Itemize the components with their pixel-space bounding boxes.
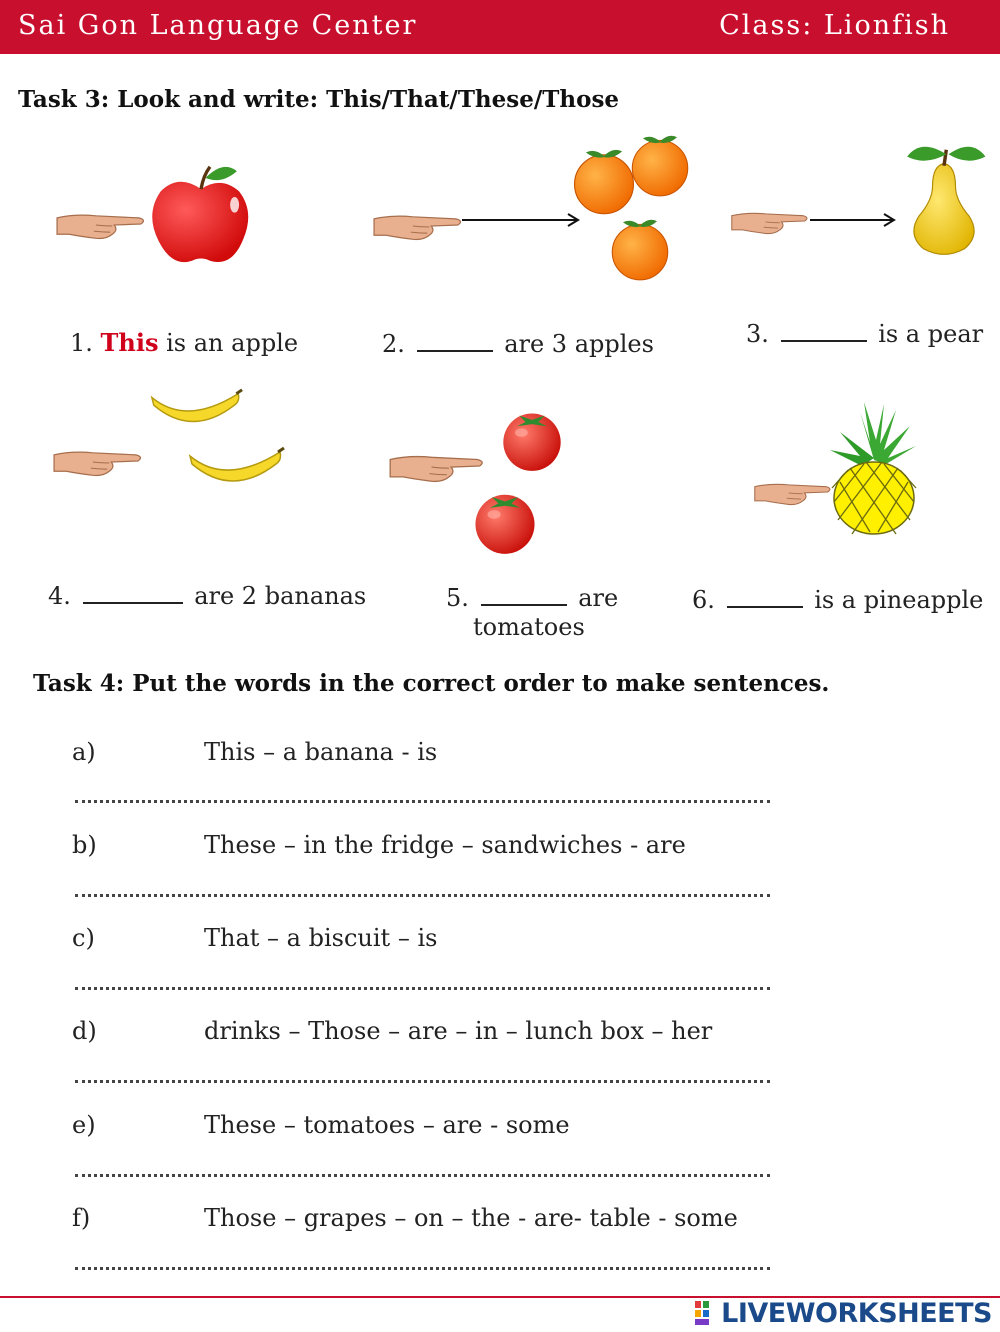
answer-this: This <box>100 328 159 357</box>
answer-blank[interactable] <box>727 584 803 608</box>
answer-line[interactable] <box>75 894 770 897</box>
header-bar <box>0 0 1000 54</box>
question-letter: c) <box>72 924 95 952</box>
banana-icon <box>148 386 244 432</box>
orange-icon <box>628 134 692 198</box>
answer-line[interactable] <box>75 987 770 990</box>
pointing-hand-icon <box>730 205 810 237</box>
pointing-hand-icon <box>55 205 147 243</box>
arrow-icon <box>462 210 582 230</box>
question-words: That – a biscuit – is <box>204 924 438 952</box>
answer-line[interactable] <box>75 1267 770 1270</box>
task3-item-6: 6. is a pineapple <box>692 586 984 614</box>
question-letter: e) <box>72 1111 96 1139</box>
question-words: drinks – Those – are – in – lunch box – her <box>204 1017 713 1045</box>
answer-line[interactable] <box>75 800 770 803</box>
answer-line[interactable] <box>75 1080 770 1083</box>
task3-item-5: 5. are <box>446 584 619 612</box>
question-words: This – a banana - is <box>204 738 438 766</box>
question-words: Those – grapes – on – the - are- table - some <box>204 1204 738 1232</box>
question-letter: b) <box>72 831 97 859</box>
pointing-hand-icon <box>52 442 144 480</box>
answer-blank[interactable] <box>417 328 493 352</box>
question-words: These – tomatoes – are - some <box>204 1111 570 1139</box>
question-letter: d) <box>72 1017 97 1045</box>
answer-blank[interactable] <box>481 582 567 606</box>
task3-item-3: 3. is a pear <box>746 320 984 348</box>
pointing-hand-icon <box>752 476 834 508</box>
answer-line[interactable] <box>75 1174 770 1177</box>
task3-item-2: 2. are 3 apples <box>382 330 654 358</box>
arrow-icon <box>808 210 898 230</box>
pear-icon <box>898 140 990 256</box>
tomato-icon <box>470 484 540 558</box>
pointing-hand-icon <box>372 206 464 244</box>
question-words: These – in the fridge – sandwiches - are <box>204 831 686 859</box>
class-label: Class: Lionfish <box>719 10 950 41</box>
banana-icon <box>186 442 286 494</box>
question-letter: f) <box>72 1204 91 1232</box>
answer-blank[interactable] <box>83 580 183 604</box>
task4-title: Task 4: Put the words in the correct order to make sentences. <box>33 670 830 697</box>
task3-item-1: 1. This is an apple <box>70 328 299 357</box>
task3-item-5-line2: tomatoes <box>473 613 585 641</box>
tomato-icon <box>498 404 566 474</box>
question-letter: a) <box>72 738 96 766</box>
orange-icon <box>608 216 672 284</box>
task3-item-4: 4. are 2 bananas <box>48 582 367 610</box>
answer-blank[interactable] <box>781 318 867 342</box>
school-name: Sai Gon Language Center <box>18 10 418 41</box>
brand-mark-icon <box>695 1299 717 1327</box>
pointing-hand-icon <box>388 446 486 486</box>
apple-icon <box>145 160 257 272</box>
brand-logo[interactable] <box>695 1296 992 1330</box>
task3-title: Task 3: Look and write: This/That/These/Those <box>18 86 620 113</box>
pineapple-icon <box>830 402 918 536</box>
brand-name: LIVEWORKSHEETS <box>721 1297 992 1329</box>
